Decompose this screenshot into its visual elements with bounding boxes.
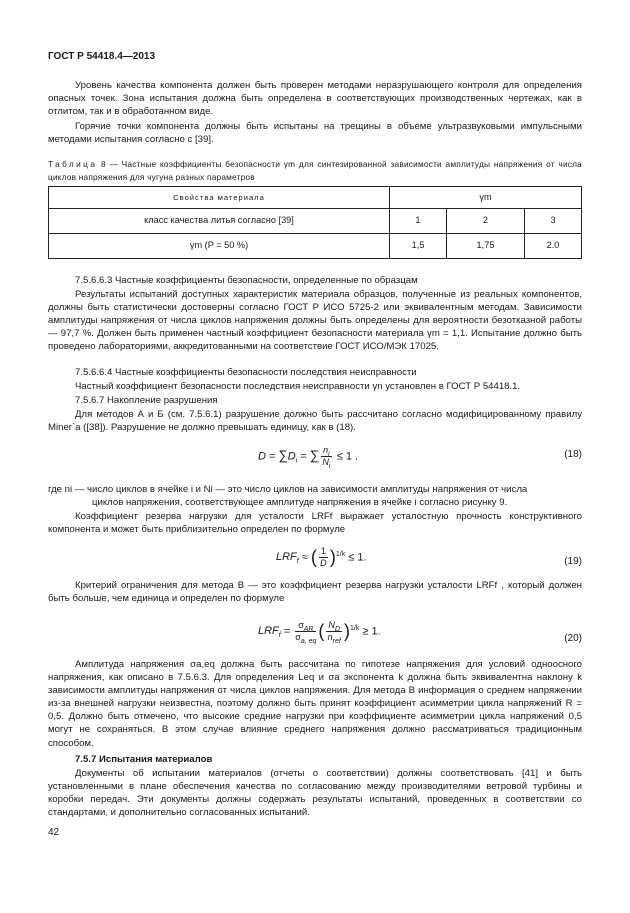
- table-caption: [48, 158, 582, 184]
- table-header-gamma: γm: [390, 187, 582, 209]
- equation-19: $LRF_f$ ≈ ( $\frac{1}{D}$ )$^{1/k}$ ≤ 1.: [276, 546, 367, 568]
- section-7-5-6-7-title: 7.5.6.7 Накопление разрушения: [75, 395, 218, 406]
- equation-20: $LRF_f$ = $\frac{\sigma_{AR}}{\sigma_{a, eq}}$ ( $\frac{N_D}{n_{ref}}$ )$^{1/k}$ ≥ 1.: [258, 620, 381, 645]
- table-cell: 2: [446, 209, 524, 234]
- table-cell: 3: [525, 209, 582, 234]
- table-cell: 1,5: [390, 234, 447, 259]
- section-7-5-6-6-3-text: Результаты испытаний доступных характеристик материала образцов, полученные из реальных компонентов, должны быть статистически достоверны согласно ГОСТ Р ИСО 5725-2 или эквивалентным методам. Зависимости амплитуды напряжения от числа циклов напряжения должны быть определены для вероятности безотказной работы — 97,7 %. Должен быть применен частный коэффициент безопасности материала γm = 1,1. Испытание должно быть проведено лабораториями, аккредитованными на соответствие ГОСТ ИСО/МЭК 17025.: [48, 289, 582, 353]
- table-caption-text: 8 — Частные коэффициенты безопасности γm для синтезированной зависимости амплитуды напряжения от числа циклов напряжения для чугуна разных параметров: [48, 159, 582, 183]
- criterion-b-text: Критерий ограничения для метода В — это коэффициент резерва нагрузки усталости LRFf , который должен быть больше, чем единица и определен по формуле: [48, 580, 582, 605]
- table-cell-label: класс качества литья согласно [39]: [49, 209, 390, 234]
- section-7-5-7-text: Документы об испытании материалов (отчеты о соответствии) должны соответствовать [41] и быть установленными в плане обеспечения качества по согласованию между производителями ветровой турбины и коробки передач. Эти документы должны содержать результаты испытаний, проведенных в соответствии со стандартами, и дополнительно согласованных испытаний.: [48, 768, 582, 819]
- section-7-5-6-6-3-title: 7.5.6.6.3 Частные коэффициенты безопасности, определенные по образцам: [75, 275, 418, 286]
- equation-18-number: (18): [564, 449, 582, 460]
- paragraph-ndt: Уровень качества компонента должен быть проверен методами неразрушающего контроля для определения опасных точек. Зона испытания должна быть определена в соответствующих производственных чертежах, как в отлитом, так и в обработанном виде.: [48, 80, 582, 118]
- table-row: [49, 209, 582, 234]
- equation-19-number: (19): [564, 556, 582, 567]
- table-header-property: Свойства материала: [49, 187, 390, 209]
- table-cell-label: γm (P = 50 %): [49, 234, 390, 259]
- where-text: где ni — число циклов в ячейке i и Ni — это число циклов на зависимости амплитуды напряжения от числа: [48, 484, 528, 495]
- table-row: [49, 234, 582, 259]
- equation-18: $D = \sum D_i$ = ∑ $\frac{n_i}{N_i}$ ≤ 1 .: [258, 445, 359, 470]
- table-cell: 1: [390, 209, 447, 234]
- section-7-5-6-6-4-text: Частный коэффициент безопасности последствия неисправности γn установлен в ГОСТ Р 54418.1.: [75, 381, 521, 392]
- section-7-5-6-7-text: Для методов А и Б (см. 7.5.6.1) разрушение должно быть рассчитано согласно модифицированному правилу Miner`a ([38]). Разрушение не должно превышать единицу, как в (18).: [48, 409, 582, 434]
- table-cell: 2.0: [525, 234, 582, 259]
- section-7-5-7-title: [48, 753, 582, 766]
- lrf-text: Коэффициент резерва нагрузки для усталости LRFf выражает усталостную прочность конструктивного компонента и может быть приблизительно определен по формуле: [48, 511, 582, 536]
- amplitude-text: Амплитуда напряжения σa,eq должна быть рассчитана по гипотезе напряжения для условий одноосного напряжения, как описано в 7.5.6.3. Для определения Leq и σa экспонента k должна быть эквивалентна наклону k зависимости амплитуды напряжения от числа циклов напряжения. Для метода В информация о среднем напряжении из-за внешней нагрузки неизвестна, поэтому должно быть принят коэффициент асимметрии цикла напряжений R = 0,5. Должно быть отмечено, что высокие средние нагрузки при коэффициенте асимметрии цикла напряжений 0,5 могут не сохраняться. В этом случае влияние среднего напряжения должно рассматриваться традиционным способом.: [48, 659, 582, 749]
- table-header-row: [49, 187, 582, 209]
- document-header: ГОСТ Р 54418.4—2013: [48, 51, 156, 62]
- table-caption-word: Таблица: [48, 159, 98, 169]
- page-number: 42: [48, 827, 60, 838]
- table-cell: 1,75: [446, 234, 524, 259]
- section-7-5-7-title-text: 7.5.7 Испытания материалов: [75, 754, 213, 765]
- equation-20-number: (20): [564, 633, 582, 644]
- safety-factors-table: [48, 186, 582, 259]
- paragraph-hotspots: Горячие точки компонента должны быть испытаны на трещины в объеме ультразвуковыми импульсными методами испытания согласно с [39].: [48, 121, 582, 146]
- where-text-continued: циклов напряжения, соответствующее амплитуде напряжения в ячейке i согласно рисунку 9.: [92, 497, 508, 508]
- section-7-5-6-6-4-title: 7.5.6.6.4 Частные коэффициенты безопасности последствия неисправности: [75, 367, 417, 378]
